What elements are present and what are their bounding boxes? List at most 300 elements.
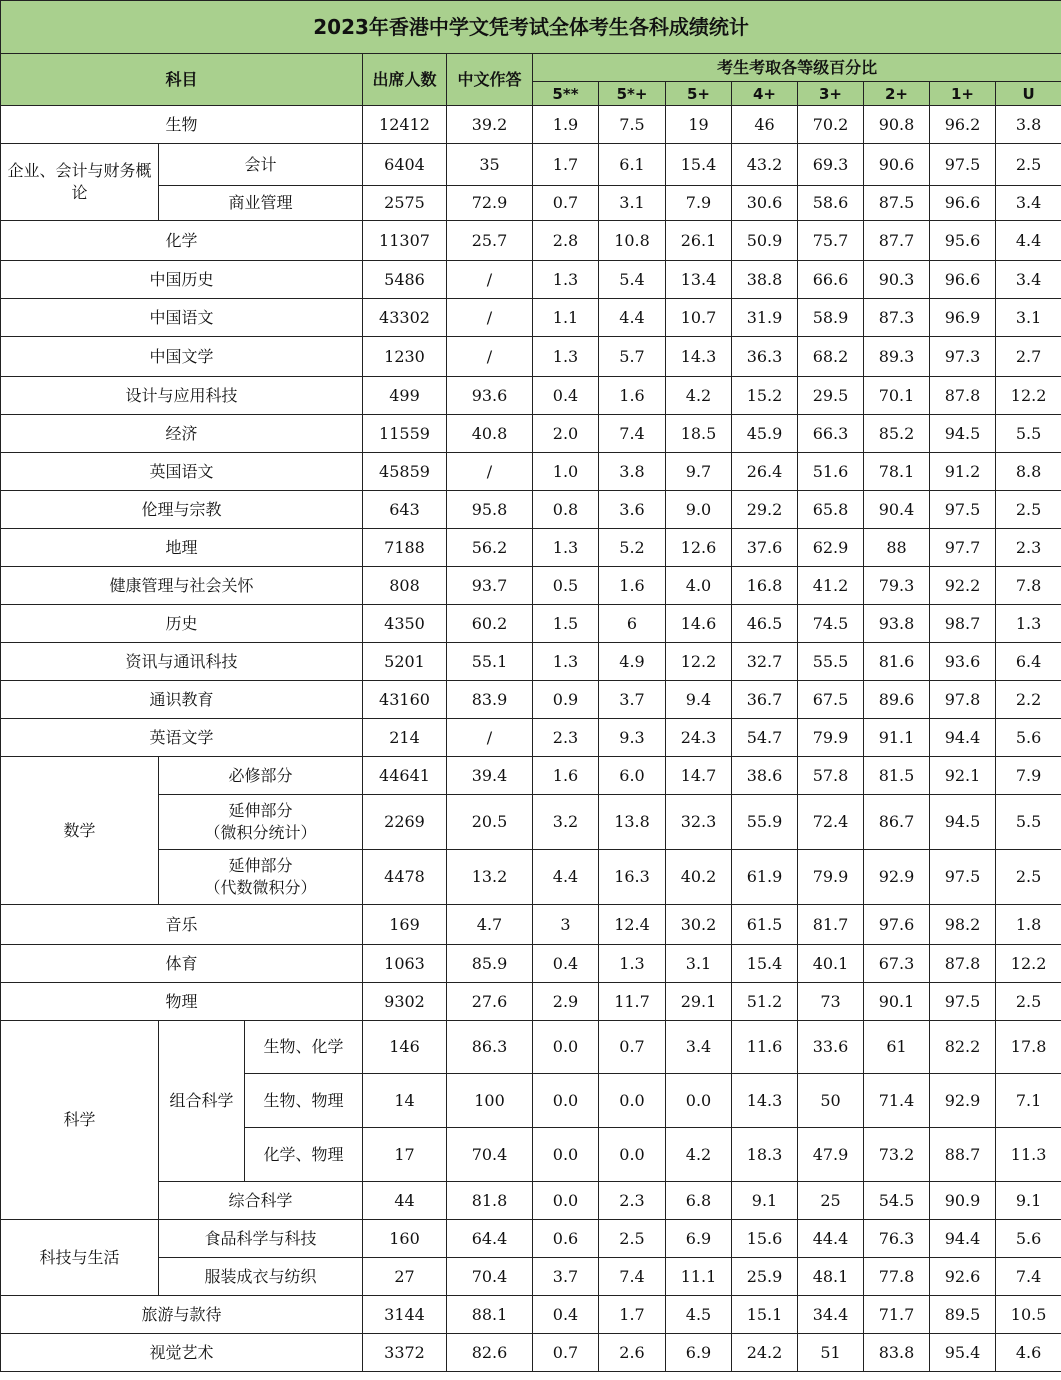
subject-label: 化学	[165, 230, 198, 250]
grade-percent-cell: 5.2	[599, 529, 666, 567]
subject-label: 设计与应用科技	[125, 385, 238, 405]
header-grade: 5**	[533, 82, 599, 106]
attendance-cell: 43302	[363, 299, 447, 337]
grade-percent-cell: 98.2	[930, 905, 996, 945]
grade-percent-cell: 14.6	[666, 605, 732, 643]
grade-percent-cell: 92.9	[930, 1074, 996, 1128]
grade-percent-cell: 4.2	[666, 377, 732, 415]
grade-percent-cell: 4.2	[666, 1128, 732, 1182]
grade-percent-cell: 88.7	[930, 1128, 996, 1182]
grade-percent-cell: 90.9	[930, 1182, 996, 1220]
grade-percent-cell: 7.4	[996, 1258, 1061, 1296]
grade-percent-cell: 3.7	[533, 1258, 599, 1296]
grade-percent-cell: 4.0	[666, 567, 732, 605]
subject-name	[159, 757, 363, 795]
table-row	[1, 1021, 1061, 1074]
subject-label: 旅游与款待	[141, 1304, 222, 1324]
grade-percent-cell: 1.3	[533, 337, 599, 377]
subject-name	[245, 1128, 363, 1182]
grade-percent-cell: 3.1	[599, 186, 666, 221]
chinese-answer-cell: 70.4	[447, 1128, 533, 1182]
grade-percent-cell: 4.4	[996, 221, 1061, 261]
grade-percent-cell: 14.7	[666, 757, 732, 795]
subject-name	[1, 491, 363, 529]
subject-name	[1, 261, 363, 299]
table-row	[1, 261, 1061, 299]
grade-percent-cell: 14.3	[732, 1074, 798, 1128]
grade-percent-cell: 87.8	[930, 377, 996, 415]
grade-percent-cell: 32.3	[666, 795, 732, 850]
attendance-cell: 44	[363, 1182, 447, 1220]
grade-percent-cell: 1.1	[533, 299, 599, 337]
subject-label: 生物	[165, 114, 198, 134]
attendance-cell: 11559	[363, 415, 447, 453]
subject-label: 历史	[165, 613, 198, 633]
chinese-answer-cell: 82.6	[447, 1334, 533, 1372]
grade-percent-cell: 87.8	[930, 945, 996, 983]
chinese-answer-cell: 13.2	[447, 850, 533, 905]
grade-percent-cell: 79.9	[798, 850, 864, 905]
grade-percent-cell: 97.5	[930, 983, 996, 1021]
grade-percent-cell: 6.9	[666, 1334, 732, 1372]
grade-percent-cell: 15.4	[732, 945, 798, 983]
header-grade: 5*+	[599, 82, 666, 106]
chinese-answer-cell: 55.1	[447, 643, 533, 681]
grade-percent-cell: 11.3	[996, 1128, 1061, 1182]
grade-percent-cell: 89.3	[864, 337, 930, 377]
subject-name	[159, 186, 363, 221]
table-row	[1, 529, 1061, 567]
grade-percent-cell: 93.8	[864, 605, 930, 643]
header-grade: 1+	[930, 82, 996, 106]
grade-percent-cell: 89.6	[864, 681, 930, 719]
grade-percent-cell: 5.4	[599, 261, 666, 299]
grade-percent-cell: 10.7	[666, 299, 732, 337]
grade-percent-cell: 40.2	[666, 850, 732, 905]
grade-percent-cell: 4.4	[599, 299, 666, 337]
grade-percent-cell: 9.7	[666, 453, 732, 491]
grade-percent-cell: 3.4	[996, 186, 1061, 221]
grade-percent-cell: 71.4	[864, 1074, 930, 1128]
grade-percent-cell: 0.6	[533, 1220, 599, 1258]
table-row	[1, 1296, 1061, 1334]
grade-percent-cell: 31.9	[732, 299, 798, 337]
group-tech-living: 科技与生活	[1, 1220, 159, 1296]
chinese-answer-cell: 4.7	[447, 905, 533, 945]
grade-percent-cell: 1.9	[533, 106, 599, 144]
grade-percent-cell: 69.3	[798, 144, 864, 186]
grade-percent-cell: 43.2	[732, 144, 798, 186]
chinese-answer-cell: 40.8	[447, 415, 533, 453]
grade-percent-cell: 71.7	[864, 1296, 930, 1334]
subject-name	[1, 529, 363, 567]
grade-percent-cell: 68.2	[798, 337, 864, 377]
attendance-cell: 3144	[363, 1296, 447, 1334]
table-row	[1, 643, 1061, 681]
subject-label: 通识教育	[149, 689, 214, 709]
subject-label: 地理	[165, 537, 198, 557]
chinese-answer-cell: 60.2	[447, 605, 533, 643]
grade-percent-cell: 88	[864, 529, 930, 567]
chinese-answer-cell: /	[447, 337, 533, 377]
title-row	[1, 1, 1061, 54]
grade-percent-cell: 29.2	[732, 491, 798, 529]
grade-percent-cell: 2.7	[996, 337, 1061, 377]
chinese-answer-cell: 25.7	[447, 221, 533, 261]
subject-name	[1, 377, 363, 415]
subject-label: 延伸部分	[228, 856, 293, 875]
grade-percent-cell: 61.9	[732, 850, 798, 905]
grade-percent-cell: 2.3	[599, 1182, 666, 1220]
subject-name	[159, 1258, 363, 1296]
grade-percent-cell: 26.4	[732, 453, 798, 491]
attendance-cell: 27	[363, 1258, 447, 1296]
grade-percent-cell: 16.3	[599, 850, 666, 905]
group-science: 科学	[1, 1021, 159, 1220]
header-grade: 2+	[864, 82, 930, 106]
subject-name	[1, 1334, 363, 1372]
subject-label: 中国历史	[149, 269, 214, 289]
grade-percent-cell: 7.4	[599, 1258, 666, 1296]
grade-percent-cell: 97.8	[930, 681, 996, 719]
grade-percent-cell: 45.9	[732, 415, 798, 453]
grade-percent-cell: 9.1	[732, 1182, 798, 1220]
grade-percent-cell: 18.3	[732, 1128, 798, 1182]
grade-percent-cell: 90.6	[864, 144, 930, 186]
attendance-cell: 45859	[363, 453, 447, 491]
grade-percent-cell: 4.5	[666, 1296, 732, 1334]
grade-percent-cell: 1.3	[599, 945, 666, 983]
header-grade-group: 考生考取各等级百分比	[533, 54, 1061, 82]
subject-label: 化学、物理	[263, 1144, 344, 1164]
attendance-cell: 499	[363, 377, 447, 415]
grade-percent-cell: 3.2	[533, 795, 599, 850]
subject-label: 生物、物理	[263, 1090, 344, 1110]
subject-name	[1, 905, 363, 945]
grade-percent-cell: 26.1	[666, 221, 732, 261]
header-grade: 5+	[666, 82, 732, 106]
subject-label: 物理	[165, 991, 198, 1011]
subject-name	[1, 719, 363, 757]
subject-label: 中国文学	[149, 346, 214, 366]
grade-percent-cell: 15.6	[732, 1220, 798, 1258]
subject-name	[159, 1182, 363, 1220]
subject-sublabel: （微积分统计）	[204, 823, 317, 842]
grade-percent-cell: 5.6	[996, 1220, 1061, 1258]
chinese-answer-cell: 64.4	[447, 1220, 533, 1258]
grade-percent-cell: 3.6	[599, 491, 666, 529]
grade-percent-cell: 1.3	[996, 605, 1061, 643]
grade-percent-cell: 7.9	[666, 186, 732, 221]
grade-percent-cell: 0.4	[533, 1296, 599, 1334]
grade-percent-cell: 58.6	[798, 186, 864, 221]
grade-percent-cell: 79.9	[798, 719, 864, 757]
grade-percent-cell: 3	[533, 905, 599, 945]
grade-percent-cell: 9.3	[599, 719, 666, 757]
grade-percent-cell: 4.9	[599, 643, 666, 681]
subject-label: 生物、化学	[263, 1037, 344, 1056]
grade-percent-cell: 94.5	[930, 795, 996, 850]
group-math: 数学	[1, 757, 159, 905]
grade-percent-cell: 1.0	[533, 453, 599, 491]
chinese-answer-cell: /	[447, 299, 533, 337]
subject-name	[1, 453, 363, 491]
grade-percent-cell: 7.5	[599, 106, 666, 144]
grade-percent-cell: 3.8	[599, 453, 666, 491]
chinese-answer-cell: 85.9	[447, 945, 533, 983]
subject-label: 资讯与通讯科技	[125, 651, 238, 671]
grade-percent-cell: 94.5	[930, 415, 996, 453]
grade-percent-cell: 15.4	[666, 144, 732, 186]
grade-percent-cell: 72.4	[798, 795, 864, 850]
grade-percent-cell: 95.4	[930, 1334, 996, 1372]
grade-percent-cell: 41.2	[798, 567, 864, 605]
grade-percent-cell: 34.4	[798, 1296, 864, 1334]
grade-percent-cell: 2.6	[599, 1334, 666, 1372]
grade-percent-cell: 24.3	[666, 719, 732, 757]
table-row	[1, 144, 1061, 186]
grade-percent-cell: 91.1	[864, 719, 930, 757]
grade-percent-cell: 29.1	[666, 983, 732, 1021]
grade-percent-cell: 7.8	[996, 567, 1061, 605]
grade-percent-cell: 12.2	[666, 643, 732, 681]
grade-percent-cell: 15.1	[732, 1296, 798, 1334]
grade-percent-cell: 90.3	[864, 261, 930, 299]
subject-label: 食品科学与科技	[204, 1228, 317, 1248]
attendance-cell: 1230	[363, 337, 447, 377]
header-grade: 3+	[798, 82, 864, 106]
grade-percent-cell: 74.5	[798, 605, 864, 643]
attendance-cell: 12412	[363, 106, 447, 144]
grade-percent-cell: 96.6	[930, 261, 996, 299]
grade-percent-cell: 47.9	[798, 1128, 864, 1182]
grade-percent-cell: 90.4	[864, 491, 930, 529]
grade-percent-cell: 9.1	[996, 1182, 1061, 1220]
grade-percent-cell: 1.3	[533, 643, 599, 681]
subject-label: 经济	[165, 423, 198, 443]
grade-percent-cell: 29.5	[798, 377, 864, 415]
grade-percent-cell: 70.1	[864, 377, 930, 415]
subject-label: 英国语文	[149, 461, 214, 481]
subject-name	[1, 415, 363, 453]
grade-percent-cell: 0.7	[599, 1021, 666, 1074]
subject-name	[1, 299, 363, 337]
table-row	[1, 719, 1061, 757]
grade-percent-cell: 73	[798, 983, 864, 1021]
grade-percent-cell: 92.6	[930, 1258, 996, 1296]
grade-percent-cell: 0.7	[533, 186, 599, 221]
attendance-cell: 160	[363, 1220, 447, 1258]
grade-percent-cell: 0.0	[599, 1128, 666, 1182]
grade-percent-cell: 7.9	[996, 757, 1061, 795]
grade-percent-cell: 44.4	[798, 1220, 864, 1258]
grade-percent-cell: 36.7	[732, 681, 798, 719]
grade-percent-cell: 65.8	[798, 491, 864, 529]
chinese-answer-cell: 56.2	[447, 529, 533, 567]
grade-percent-cell: 15.2	[732, 377, 798, 415]
page-title: 2023年香港中学文凭考试全体考生各科成绩统计	[1, 1, 1061, 54]
grade-percent-cell: 11.7	[599, 983, 666, 1021]
grade-percent-cell: 87.3	[864, 299, 930, 337]
subject-name	[1, 221, 363, 261]
grade-percent-cell: 2.5	[996, 983, 1061, 1021]
subject-sublabel: （代数微积分）	[204, 878, 317, 897]
subject-name	[245, 1074, 363, 1128]
grade-percent-cell: 2.5	[996, 491, 1061, 529]
grade-percent-cell: 62.9	[798, 529, 864, 567]
grade-percent-cell: 0.5	[533, 567, 599, 605]
chinese-answer-cell: 93.7	[447, 567, 533, 605]
attendance-cell: 9302	[363, 983, 447, 1021]
grade-percent-cell: 97.5	[930, 491, 996, 529]
grade-percent-cell: 2.3	[533, 719, 599, 757]
grade-percent-cell: 92.1	[930, 757, 996, 795]
grade-percent-cell: 90.1	[864, 983, 930, 1021]
subject-label: 健康管理与社会关怀	[109, 575, 254, 595]
attendance-cell: 6404	[363, 144, 447, 186]
grade-percent-cell: 0.4	[533, 377, 599, 415]
grade-percent-cell: 73.2	[864, 1128, 930, 1182]
grade-percent-cell: 12.6	[666, 529, 732, 567]
grade-percent-cell: 11.1	[666, 1258, 732, 1296]
subject-name	[245, 1021, 363, 1074]
grade-percent-cell: 51.6	[798, 453, 864, 491]
grade-percent-cell: 50.9	[732, 221, 798, 261]
attendance-cell: 5201	[363, 643, 447, 681]
grade-percent-cell: 48.1	[798, 1258, 864, 1296]
grade-percent-cell: 1.6	[599, 377, 666, 415]
grade-percent-cell: 91.2	[930, 453, 996, 491]
attendance-cell: 3372	[363, 1334, 447, 1372]
subject-label: 必修部分	[228, 765, 293, 785]
grade-percent-cell: 96.2	[930, 106, 996, 144]
table-row	[1, 186, 1061, 221]
table-row	[1, 337, 1061, 377]
grade-percent-cell: 57.8	[798, 757, 864, 795]
header-chinese-answer: 中文作答	[447, 54, 533, 106]
chinese-answer-cell: /	[447, 453, 533, 491]
grade-percent-cell: 0.0	[666, 1074, 732, 1128]
grade-percent-cell: 54.7	[732, 719, 798, 757]
grade-percent-cell: 95.6	[930, 221, 996, 261]
grade-percent-cell: 0.9	[533, 681, 599, 719]
attendance-cell: 1063	[363, 945, 447, 983]
grade-percent-cell: 97.5	[930, 144, 996, 186]
table-row	[1, 905, 1061, 945]
subject-name	[1, 681, 363, 719]
grade-percent-cell: 37.6	[732, 529, 798, 567]
chinese-answer-cell: 39.4	[447, 757, 533, 795]
grade-percent-cell: 82.2	[930, 1021, 996, 1074]
grade-percent-cell: 94.4	[930, 719, 996, 757]
grade-percent-cell: 11.6	[732, 1021, 798, 1074]
grade-percent-cell: 7.1	[996, 1074, 1061, 1128]
subject-label: 服装成衣与纺织	[204, 1266, 317, 1286]
grade-percent-cell: 98.7	[930, 605, 996, 643]
grade-percent-cell: 55.9	[732, 795, 798, 850]
table-row	[1, 1220, 1061, 1258]
table-row	[1, 377, 1061, 415]
chinese-answer-cell: 72.9	[447, 186, 533, 221]
table-row	[1, 453, 1061, 491]
grade-percent-cell: 54.5	[864, 1182, 930, 1220]
grade-percent-cell: 19	[666, 106, 732, 144]
grade-percent-cell: 51	[798, 1334, 864, 1372]
grade-percent-cell: 81.7	[798, 905, 864, 945]
grade-percent-cell: 51.2	[732, 983, 798, 1021]
grade-percent-cell: 2.0	[533, 415, 599, 453]
subject-label: 音乐	[165, 914, 198, 934]
grade-percent-cell: 81.6	[864, 643, 930, 681]
attendance-cell: 2269	[363, 795, 447, 850]
grade-percent-cell: 97.7	[930, 529, 996, 567]
grade-percent-cell: 4.4	[533, 850, 599, 905]
grade-percent-cell: 1.7	[599, 1296, 666, 1334]
grade-percent-cell: 67.3	[864, 945, 930, 983]
subject-label: 综合科学	[228, 1190, 293, 1210]
attendance-cell: 43160	[363, 681, 447, 719]
grade-percent-cell: 2.5	[996, 850, 1061, 905]
grade-percent-cell: 2.8	[533, 221, 599, 261]
grade-percent-cell: 3.1	[996, 299, 1061, 337]
grade-percent-cell: 1.6	[533, 757, 599, 795]
header-subject: 科目	[1, 54, 363, 106]
grade-percent-cell: 36.3	[732, 337, 798, 377]
grade-percent-cell: 78.1	[864, 453, 930, 491]
subject-name	[1, 605, 363, 643]
table-row	[1, 681, 1061, 719]
attendance-cell: 643	[363, 491, 447, 529]
grade-percent-cell: 79.3	[864, 567, 930, 605]
grade-percent-cell: 38.6	[732, 757, 798, 795]
grade-percent-cell: 97.3	[930, 337, 996, 377]
table-row	[1, 1258, 1061, 1296]
grade-percent-cell: 5.6	[996, 719, 1061, 757]
grade-percent-cell: 7.4	[599, 415, 666, 453]
grade-percent-cell: 77.8	[864, 1258, 930, 1296]
chinese-answer-cell: 81.8	[447, 1182, 533, 1220]
grade-percent-cell: 12.2	[996, 377, 1061, 415]
table-row	[1, 415, 1061, 453]
table-row	[1, 1334, 1061, 1372]
grade-percent-cell: 61.5	[732, 905, 798, 945]
grade-percent-cell: 89.5	[930, 1296, 996, 1334]
grade-percent-cell: 12.2	[996, 945, 1061, 983]
grade-percent-cell: 1.3	[533, 261, 599, 299]
grade-percent-cell: 86.7	[864, 795, 930, 850]
grade-percent-cell: 10.8	[599, 221, 666, 261]
grade-percent-cell: 67.5	[798, 681, 864, 719]
grade-percent-cell: 13.4	[666, 261, 732, 299]
grade-percent-cell: 13.8	[599, 795, 666, 850]
grade-percent-cell: 92.9	[864, 850, 930, 905]
chinese-answer-cell: 27.6	[447, 983, 533, 1021]
chinese-answer-cell: 86.3	[447, 1021, 533, 1074]
grade-percent-cell: 58.9	[798, 299, 864, 337]
grade-percent-cell: 38.8	[732, 261, 798, 299]
table-row	[1, 983, 1061, 1021]
subject-label: 伦理与宗教	[141, 499, 222, 519]
subject-name	[159, 144, 363, 186]
subject-name	[1, 983, 363, 1021]
grade-percent-cell: 5.5	[996, 415, 1061, 453]
grade-percent-cell: 46	[732, 106, 798, 144]
grade-percent-cell: 0.0	[533, 1128, 599, 1182]
grade-percent-cell: 1.8	[996, 905, 1061, 945]
grade-percent-cell: 83.8	[864, 1334, 930, 1372]
grade-percent-cell: 87.7	[864, 221, 930, 261]
grade-percent-cell: 25.9	[732, 1258, 798, 1296]
